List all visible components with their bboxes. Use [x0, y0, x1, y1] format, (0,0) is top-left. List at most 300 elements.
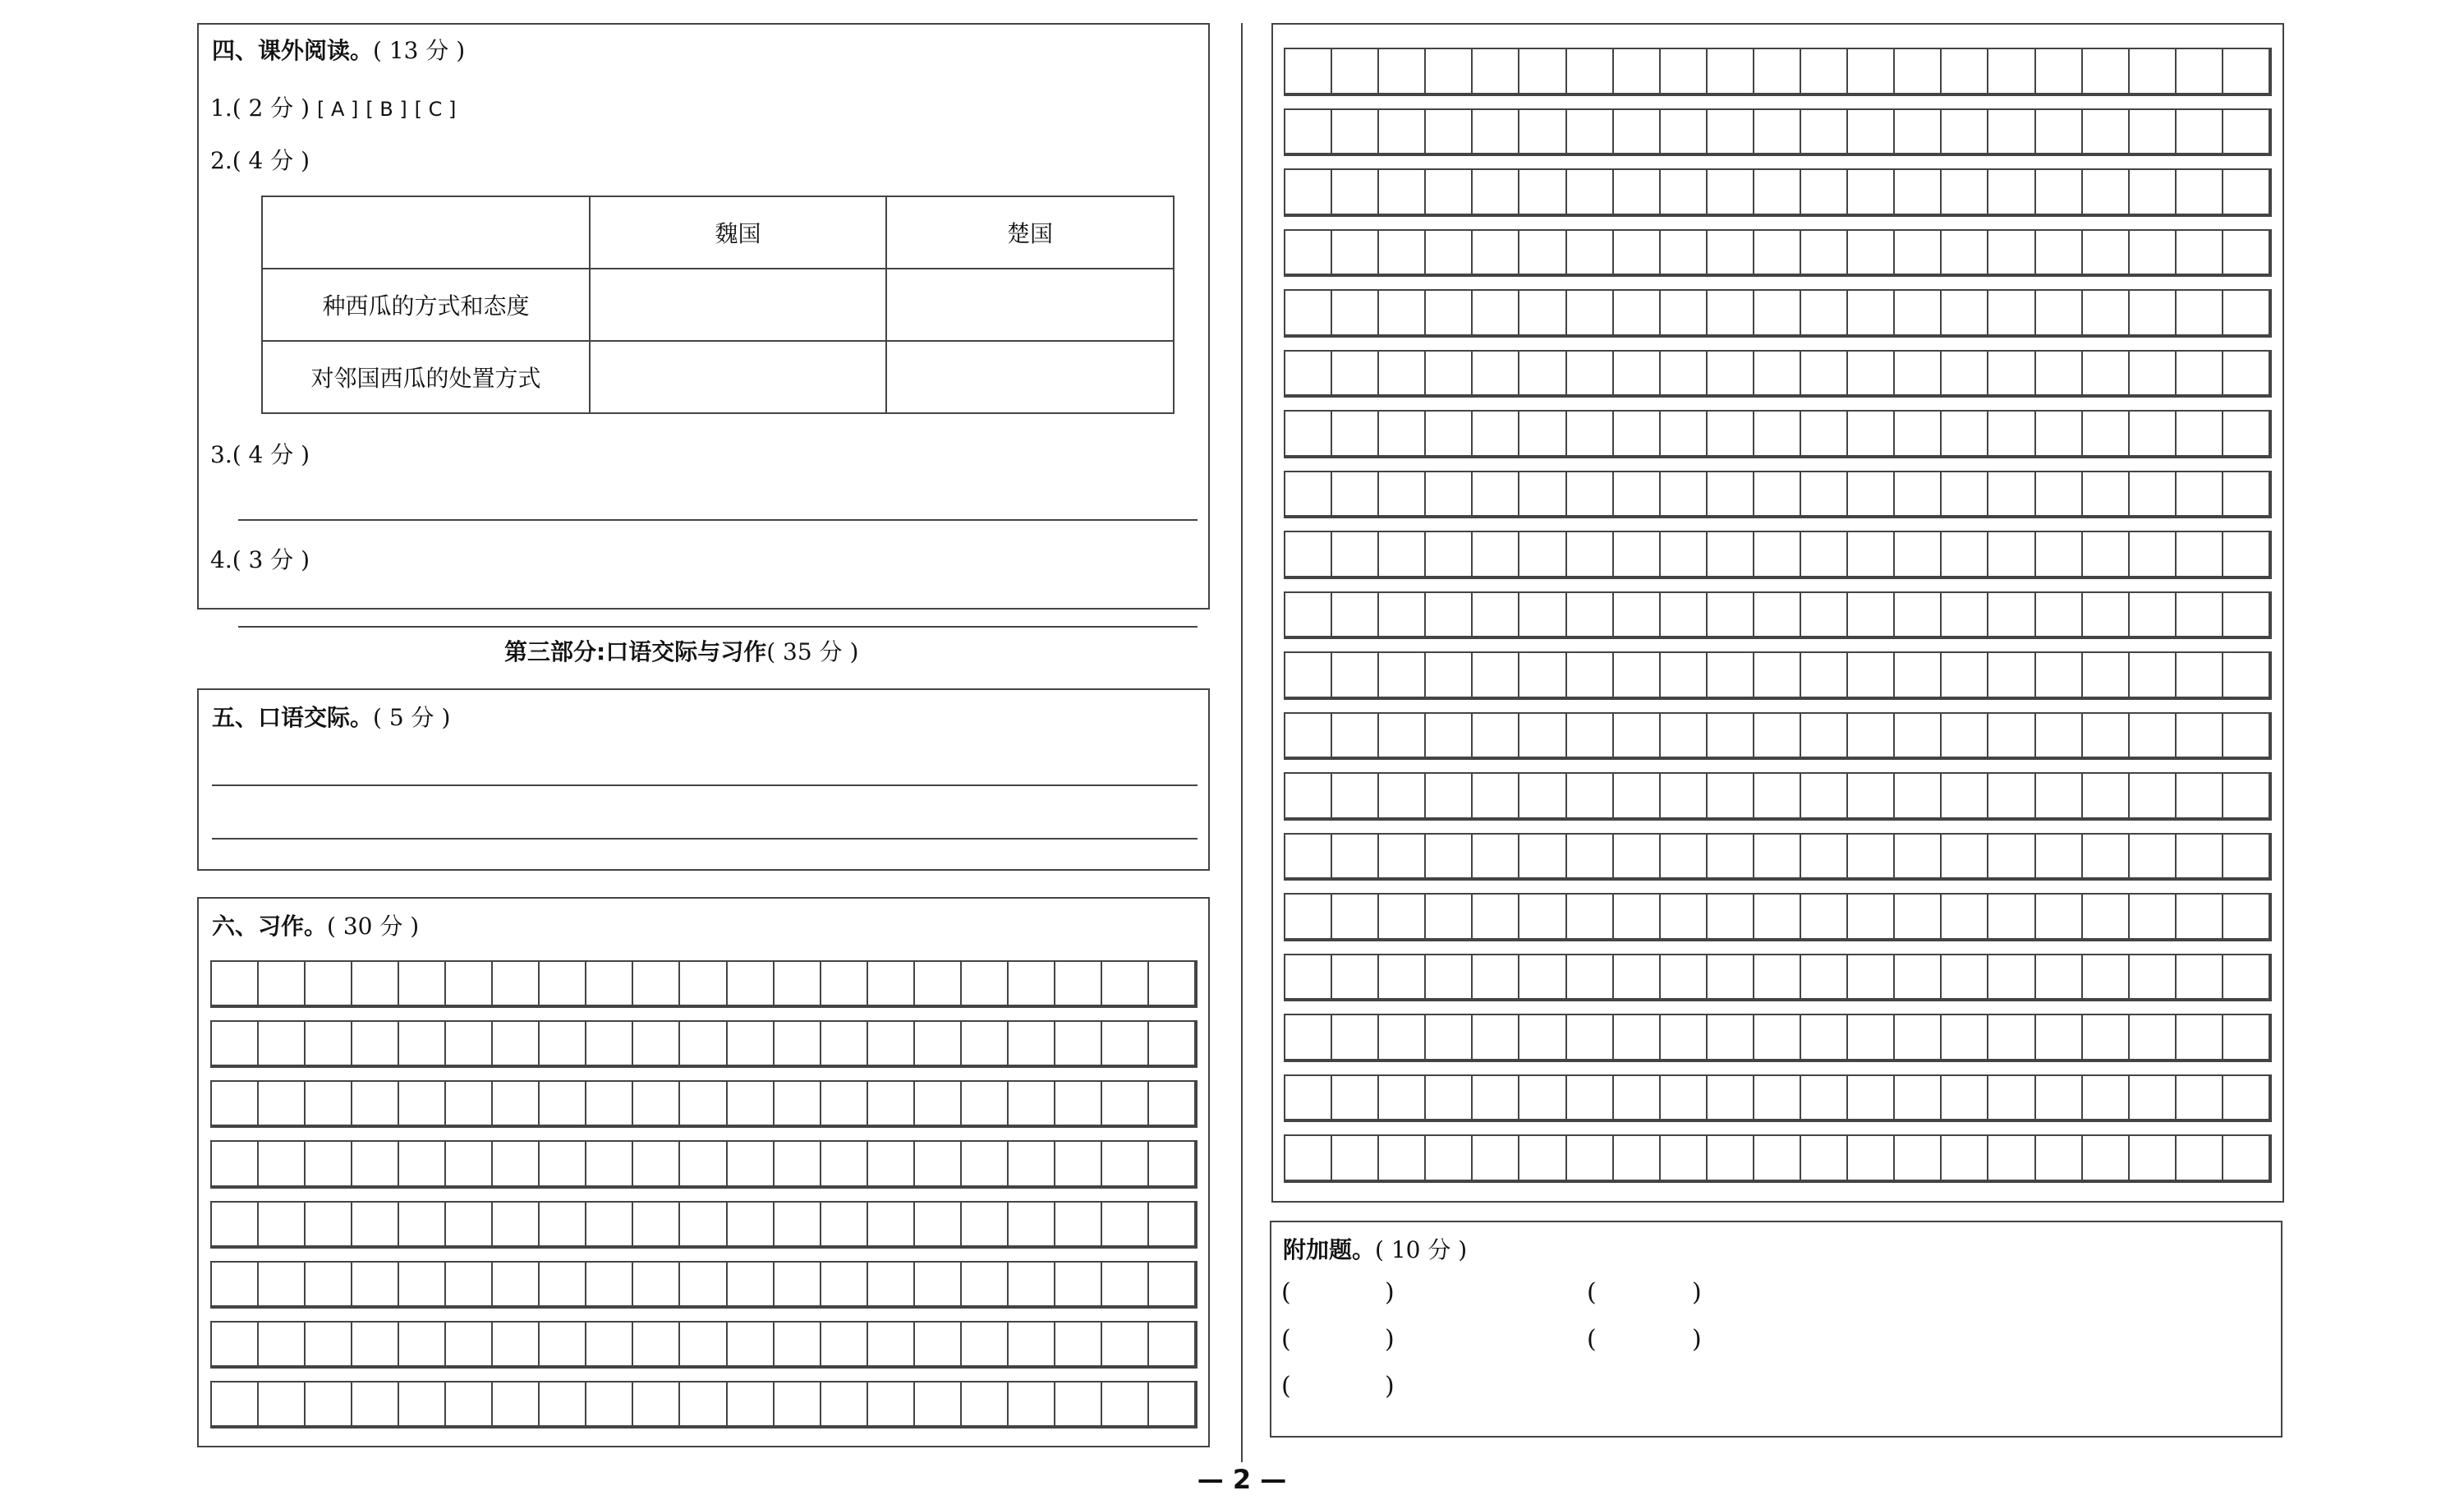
grid-cell[interactable]	[1614, 1136, 1661, 1181]
grid-cell[interactable]	[540, 1022, 586, 1066]
grid-cell[interactable]	[2036, 110, 2083, 155]
grid-cell[interactable]	[493, 1022, 540, 1066]
grid-cell[interactable]	[2130, 170, 2177, 215]
grid-cell[interactable]	[680, 1382, 727, 1427]
grid-cell[interactable]	[728, 1022, 775, 1066]
grid-cell[interactable]	[868, 1022, 915, 1066]
writing-grid-left[interactable]	[210, 960, 1198, 1428]
grid-cell[interactable]	[2223, 532, 2270, 577]
grid-cell[interactable]	[1708, 352, 1754, 397]
grid-cell[interactable]	[1661, 895, 1708, 940]
grid-cell[interactable]	[1102, 1323, 1149, 1367]
grid-cell[interactable]	[1988, 291, 2035, 336]
grid-cell[interactable]	[1661, 1076, 1708, 1121]
grid-cell[interactable]	[2083, 532, 2130, 577]
grid-cell[interactable]	[1988, 895, 2035, 940]
grid-cell[interactable]	[1661, 412, 1708, 457]
grid-cell[interactable]	[1426, 1015, 1473, 1060]
grid-cell[interactable]	[2130, 593, 2177, 638]
grid-cell[interactable]	[352, 962, 399, 1006]
grid-cell[interactable]	[1009, 1022, 1055, 1066]
grid-cell[interactable]	[1519, 412, 1566, 457]
grid-cell[interactable]	[1473, 955, 1519, 1001]
grid-cell[interactable]	[352, 1263, 399, 1307]
grid-cell[interactable]	[1801, 1136, 1848, 1181]
grid-cell[interactable]	[1567, 352, 1614, 397]
grid-cell[interactable]	[586, 1142, 633, 1186]
grid-cell[interactable]	[1332, 653, 1379, 698]
grid-cell[interactable]	[2223, 714, 2270, 759]
grid-cell[interactable]	[1661, 714, 1708, 759]
grid-cell[interactable]	[399, 962, 446, 1006]
grid-cell[interactable]	[2036, 593, 2083, 638]
grid-cell[interactable]	[868, 1263, 915, 1307]
grid-cell[interactable]	[1708, 774, 1754, 819]
grid-cell[interactable]	[1754, 110, 1801, 155]
writing-grid-right[interactable]	[1284, 48, 2272, 1183]
grid-cell[interactable]	[2130, 472, 2177, 518]
grid-cell[interactable]	[1149, 1382, 1196, 1427]
grid-cell[interactable]	[1519, 895, 1566, 940]
grid-cell[interactable]	[1614, 714, 1661, 759]
grid-cell[interactable]	[1285, 231, 1332, 276]
grid-cell[interactable]	[821, 1142, 868, 1186]
grid-cell[interactable]	[1848, 472, 1895, 518]
grid-cell[interactable]	[1708, 714, 1754, 759]
grid-cell[interactable]	[2130, 1076, 2177, 1121]
grid-cell[interactable]	[1332, 1015, 1379, 1060]
grid-cell[interactable]	[962, 1382, 1009, 1427]
grid-cell[interactable]	[2036, 714, 2083, 759]
grid-cell[interactable]	[1009, 962, 1055, 1006]
grid-cell[interactable]	[1661, 774, 1708, 819]
grid-cell[interactable]	[1285, 895, 1332, 940]
grid-cell[interactable]	[1661, 291, 1708, 336]
grid-cell[interactable]	[1801, 110, 1848, 155]
grid-cell[interactable]	[868, 1082, 915, 1126]
grid-cell[interactable]	[915, 1022, 962, 1066]
grid-cell[interactable]	[1895, 352, 1942, 397]
grid-cell[interactable]	[775, 962, 821, 1006]
grid-cell[interactable]	[586, 1323, 633, 1367]
grid-cell[interactable]	[1009, 1203, 1055, 1247]
grid-cell[interactable]	[2177, 955, 2223, 1001]
grid-cell[interactable]	[540, 1203, 586, 1247]
grid-cell[interactable]	[1379, 593, 1426, 638]
grid-cell[interactable]	[1426, 835, 1473, 880]
grid-cell[interactable]	[1473, 714, 1519, 759]
grid-cell[interactable]	[1567, 291, 1614, 336]
grid-cell[interactable]	[2223, 653, 2270, 698]
grid-cell[interactable]	[1988, 472, 2035, 518]
bonus-blank-1-open[interactable]: (	[1281, 1278, 1291, 1307]
grid-cell[interactable]	[1988, 774, 2035, 819]
grid-cell[interactable]	[1332, 291, 1379, 336]
grid-cell[interactable]	[540, 962, 586, 1006]
grid-cell[interactable]	[1519, 532, 1566, 577]
grid-cell[interactable]	[1614, 472, 1661, 518]
grid-cell[interactable]	[1988, 352, 2035, 397]
grid-cell[interactable]	[1801, 170, 1848, 215]
grid-cell[interactable]	[1055, 1022, 1102, 1066]
grid-cell[interactable]	[1055, 1203, 1102, 1247]
grid-cell[interactable]	[1149, 1203, 1196, 1247]
grid-cell[interactable]	[2036, 1076, 2083, 1121]
grid-cell[interactable]	[2223, 352, 2270, 397]
grid-cell[interactable]	[728, 1142, 775, 1186]
grid-cell[interactable]	[1567, 714, 1614, 759]
grid-cell[interactable]	[306, 1203, 352, 1247]
grid-cell[interactable]	[1988, 110, 2035, 155]
grid-cell[interactable]	[2083, 1076, 2130, 1121]
grid-cell[interactable]	[540, 1263, 586, 1307]
grid-cell[interactable]	[1801, 532, 1848, 577]
grid-cell[interactable]	[1285, 714, 1332, 759]
grid-cell[interactable]	[1661, 835, 1708, 880]
grid-cell[interactable]	[1801, 835, 1848, 880]
grid-cell[interactable]	[1614, 110, 1661, 155]
grid-cell[interactable]	[1988, 49, 2035, 94]
grid-cell[interactable]	[1379, 955, 1426, 1001]
grid-cell[interactable]	[2177, 231, 2223, 276]
grid-cell[interactable]	[1285, 532, 1332, 577]
grid-cell[interactable]	[2083, 110, 2130, 155]
grid-cell[interactable]	[352, 1142, 399, 1186]
grid-cell[interactable]	[1567, 472, 1614, 518]
grid-cell[interactable]	[493, 1203, 540, 1247]
grid-cell[interactable]	[1708, 1076, 1754, 1121]
grid-cell[interactable]	[1988, 231, 2035, 276]
grid-cell[interactable]	[1332, 714, 1379, 759]
grid-cell[interactable]	[1379, 1015, 1426, 1060]
grid-cell[interactable]	[1801, 593, 1848, 638]
grid-cell[interactable]	[2083, 593, 2130, 638]
grid-cell[interactable]	[1614, 49, 1661, 94]
grid-cell[interactable]	[1754, 1076, 1801, 1121]
grid-cell[interactable]	[1055, 962, 1102, 1006]
grid-cell[interactable]	[1285, 835, 1332, 880]
grid-cell[interactable]	[1473, 1076, 1519, 1121]
oral-answer-line[interactable]	[212, 838, 1198, 840]
grid-cell[interactable]	[2177, 352, 2223, 397]
grid-cell[interactable]	[1379, 835, 1426, 880]
grid-cell[interactable]	[540, 1082, 586, 1126]
grid-cell[interactable]	[1801, 895, 1848, 940]
grid-cell[interactable]	[1332, 774, 1379, 819]
grid-cell[interactable]	[259, 962, 306, 1006]
grid-cell[interactable]	[2036, 532, 2083, 577]
grid-cell[interactable]	[1519, 49, 1566, 94]
grid-cell[interactable]	[1426, 593, 1473, 638]
grid-cell[interactable]	[446, 1082, 493, 1126]
grid-cell[interactable]	[306, 1142, 352, 1186]
grid-cell[interactable]	[2223, 774, 2270, 819]
grid-cell[interactable]	[1567, 835, 1614, 880]
grid-cell[interactable]	[2130, 49, 2177, 94]
grid-cell[interactable]	[1661, 1015, 1708, 1060]
grid-cell[interactable]	[1519, 1076, 1566, 1121]
grid-cell[interactable]	[1801, 653, 1848, 698]
grid-cell[interactable]	[1848, 895, 1895, 940]
grid-cell[interactable]	[1426, 774, 1473, 819]
grid-cell[interactable]	[2223, 170, 2270, 215]
q1-option-b[interactable]: [ B ]	[365, 98, 407, 121]
grid-cell[interactable]	[1426, 412, 1473, 457]
grid-cell[interactable]	[1988, 170, 2035, 215]
grid-cell[interactable]	[1895, 412, 1942, 457]
grid-cell[interactable]	[680, 1263, 727, 1307]
grid-cell[interactable]	[1379, 1076, 1426, 1121]
grid-cell[interactable]	[1895, 835, 1942, 880]
grid-cell[interactable]	[2083, 291, 2130, 336]
grid-cell[interactable]	[1009, 1263, 1055, 1307]
grid-cell[interactable]	[212, 1323, 259, 1367]
grid-cell[interactable]	[1754, 532, 1801, 577]
grid-cell[interactable]	[586, 1203, 633, 1247]
grid-cell[interactable]	[1848, 231, 1895, 276]
grid-cell[interactable]	[2130, 231, 2177, 276]
grid-cell[interactable]	[1379, 714, 1426, 759]
grid-cell[interactable]	[212, 1263, 259, 1307]
grid-cell[interactable]	[1473, 291, 1519, 336]
grid-cell[interactable]	[680, 1142, 727, 1186]
answer-cell-wei[interactable]	[590, 341, 886, 413]
grid-cell[interactable]	[2177, 472, 2223, 518]
bonus-blank-4-open[interactable]: (	[1587, 1325, 1597, 1354]
grid-cell[interactable]	[1848, 291, 1895, 336]
q1-option-a[interactable]: [ A ]	[317, 98, 359, 121]
grid-cell[interactable]	[633, 1082, 680, 1126]
grid-cell[interactable]	[1379, 291, 1426, 336]
grid-cell[interactable]	[1332, 593, 1379, 638]
grid-cell[interactable]	[1942, 653, 1988, 698]
answer-cell-wei[interactable]	[590, 269, 886, 341]
grid-cell[interactable]	[1519, 1136, 1566, 1181]
grid-cell[interactable]	[2036, 1136, 2083, 1181]
grid-cell[interactable]	[446, 1142, 493, 1186]
grid-cell[interactable]	[2177, 1136, 2223, 1181]
grid-cell[interactable]	[1379, 110, 1426, 155]
grid-cell[interactable]	[1379, 231, 1426, 276]
grid-cell[interactable]	[1567, 49, 1614, 94]
grid-cell[interactable]	[1473, 49, 1519, 94]
grid-cell[interactable]	[212, 1203, 259, 1247]
grid-cell[interactable]	[493, 1142, 540, 1186]
grid-cell[interactable]	[1285, 1136, 1332, 1181]
grid-cell[interactable]	[2083, 774, 2130, 819]
grid-cell[interactable]	[446, 1203, 493, 1247]
grid-cell[interactable]	[399, 1263, 446, 1307]
answer-cell-chu[interactable]	[886, 341, 1174, 413]
grid-cell[interactable]	[1754, 1136, 1801, 1181]
grid-cell[interactable]	[1708, 593, 1754, 638]
grid-cell[interactable]	[1754, 291, 1801, 336]
grid-cell[interactable]	[1149, 1142, 1196, 1186]
grid-cell[interactable]	[1473, 231, 1519, 276]
grid-cell[interactable]	[1614, 412, 1661, 457]
grid-cell[interactable]	[1942, 714, 1988, 759]
grid-cell[interactable]	[1009, 1323, 1055, 1367]
grid-cell[interactable]	[2223, 412, 2270, 457]
grid-cell[interactable]	[633, 1263, 680, 1307]
grid-cell[interactable]	[1942, 352, 1988, 397]
grid-cell[interactable]	[728, 1382, 775, 1427]
grid-cell[interactable]	[728, 1323, 775, 1367]
grid-cell[interactable]	[680, 1082, 727, 1126]
grid-cell[interactable]	[1009, 1082, 1055, 1126]
grid-cell[interactable]	[1708, 1136, 1754, 1181]
grid-cell[interactable]	[1988, 835, 2035, 880]
grid-cell[interactable]	[1379, 895, 1426, 940]
grid-cell[interactable]	[1988, 1015, 2035, 1060]
grid-cell[interactable]	[728, 1082, 775, 1126]
grid-cell[interactable]	[1473, 593, 1519, 638]
grid-cell[interactable]	[1567, 653, 1614, 698]
grid-cell[interactable]	[2223, 291, 2270, 336]
grid-cell[interactable]	[1567, 110, 1614, 155]
grid-cell[interactable]	[2177, 593, 2223, 638]
grid-cell[interactable]	[1009, 1142, 1055, 1186]
grid-cell[interactable]	[1426, 895, 1473, 940]
grid-cell[interactable]	[1149, 1323, 1196, 1367]
grid-cell[interactable]	[1988, 1136, 2035, 1181]
grid-cell[interactable]	[915, 1263, 962, 1307]
grid-cell[interactable]	[1895, 1015, 1942, 1060]
grid-cell[interactable]	[1848, 110, 1895, 155]
grid-cell[interactable]	[1942, 412, 1988, 457]
grid-cell[interactable]	[915, 1142, 962, 1186]
grid-cell[interactable]	[1848, 774, 1895, 819]
grid-cell[interactable]	[2083, 412, 2130, 457]
grid-cell[interactable]	[1519, 955, 1566, 1001]
grid-cell[interactable]	[586, 1082, 633, 1126]
grid-cell[interactable]	[1754, 895, 1801, 940]
grid-cell[interactable]	[1661, 532, 1708, 577]
grid-cell[interactable]	[1426, 653, 1473, 698]
grid-cell[interactable]	[1567, 412, 1614, 457]
grid-cell[interactable]	[212, 1082, 259, 1126]
grid-cell[interactable]	[1285, 955, 1332, 1001]
grid-cell[interactable]	[1801, 231, 1848, 276]
grid-cell[interactable]	[680, 1022, 727, 1066]
grid-cell[interactable]	[399, 1082, 446, 1126]
grid-cell[interactable]	[2223, 472, 2270, 518]
grid-cell[interactable]	[1519, 291, 1566, 336]
grid-cell[interactable]	[2223, 835, 2270, 880]
grid-cell[interactable]	[2130, 955, 2177, 1001]
grid-cell[interactable]	[1754, 955, 1801, 1001]
grid-cell[interactable]	[868, 1203, 915, 1247]
grid-cell[interactable]	[633, 1323, 680, 1367]
grid-cell[interactable]	[212, 1142, 259, 1186]
grid-cell[interactable]	[1473, 895, 1519, 940]
grid-cell[interactable]	[821, 1082, 868, 1126]
grid-cell[interactable]	[962, 962, 1009, 1006]
grid-cell[interactable]	[1332, 352, 1379, 397]
grid-cell[interactable]	[1942, 835, 1988, 880]
grid-cell[interactable]	[775, 1323, 821, 1367]
grid-cell[interactable]	[586, 1263, 633, 1307]
answer-cell-chu[interactable]	[886, 269, 1174, 341]
grid-cell[interactable]	[1801, 472, 1848, 518]
grid-cell[interactable]	[1149, 962, 1196, 1006]
grid-cell[interactable]	[2130, 1136, 2177, 1181]
grid-cell[interactable]	[1055, 1323, 1102, 1367]
grid-cell[interactable]	[1519, 1015, 1566, 1060]
grid-cell[interactable]	[962, 1022, 1009, 1066]
grid-cell[interactable]	[1379, 532, 1426, 577]
grid-cell[interactable]	[2036, 170, 2083, 215]
grid-cell[interactable]	[1285, 412, 1332, 457]
grid-cell[interactable]	[399, 1022, 446, 1066]
grid-cell[interactable]	[1614, 653, 1661, 698]
grid-cell[interactable]	[399, 1142, 446, 1186]
grid-cell[interactable]	[1332, 835, 1379, 880]
grid-cell[interactable]	[821, 1022, 868, 1066]
bonus-blank-1-close[interactable]: )	[1385, 1278, 1395, 1307]
grid-cell[interactable]	[1895, 1136, 1942, 1181]
grid-cell[interactable]	[1848, 593, 1895, 638]
grid-cell[interactable]	[2177, 1076, 2223, 1121]
grid-cell[interactable]	[1848, 1136, 1895, 1181]
grid-cell[interactable]	[1895, 291, 1942, 336]
grid-cell[interactable]	[728, 962, 775, 1006]
grid-cell[interactable]	[2036, 352, 2083, 397]
grid-cell[interactable]	[1801, 291, 1848, 336]
grid-cell[interactable]	[259, 1142, 306, 1186]
grid-cell[interactable]	[540, 1142, 586, 1186]
grid-cell[interactable]	[1988, 653, 2035, 698]
grid-cell[interactable]	[2223, 1015, 2270, 1060]
grid-cell[interactable]	[1567, 955, 1614, 1001]
grid-cell[interactable]	[1009, 1382, 1055, 1427]
grid-cell[interactable]	[1426, 955, 1473, 1001]
grid-cell[interactable]	[1708, 412, 1754, 457]
grid-cell[interactable]	[1848, 352, 1895, 397]
grid-cell[interactable]	[868, 1142, 915, 1186]
grid-cell[interactable]	[1895, 774, 1942, 819]
grid-cell[interactable]	[1426, 352, 1473, 397]
grid-cell[interactable]	[775, 1022, 821, 1066]
bonus-blank-3-open[interactable]: (	[1281, 1325, 1291, 1354]
bonus-blank-2-close[interactable]: )	[1692, 1278, 1702, 1307]
grid-cell[interactable]	[1708, 110, 1754, 155]
grid-cell[interactable]	[775, 1382, 821, 1427]
grid-cell[interactable]	[1567, 170, 1614, 215]
grid-cell[interactable]	[493, 962, 540, 1006]
grid-cell[interactable]	[1149, 1022, 1196, 1066]
grid-cell[interactable]	[1661, 472, 1708, 518]
grid-cell[interactable]	[1567, 895, 1614, 940]
grid-cell[interactable]	[2083, 895, 2130, 940]
grid-cell[interactable]	[1848, 1076, 1895, 1121]
grid-cell[interactable]	[399, 1382, 446, 1427]
grid-cell[interactable]	[1708, 532, 1754, 577]
grid-cell[interactable]	[2177, 412, 2223, 457]
grid-cell[interactable]	[680, 962, 727, 1006]
grid-cell[interactable]	[1426, 1076, 1473, 1121]
grid-cell[interactable]	[1848, 835, 1895, 880]
grid-cell[interactable]	[1102, 1082, 1149, 1126]
grid-cell[interactable]	[1848, 412, 1895, 457]
grid-cell[interactable]	[1379, 412, 1426, 457]
grid-cell[interactable]	[1614, 593, 1661, 638]
grid-cell[interactable]	[1614, 532, 1661, 577]
grid-cell[interactable]	[399, 1203, 446, 1247]
grid-cell[interactable]	[1801, 955, 1848, 1001]
grid-cell[interactable]	[1426, 714, 1473, 759]
grid-cell[interactable]	[1332, 1136, 1379, 1181]
